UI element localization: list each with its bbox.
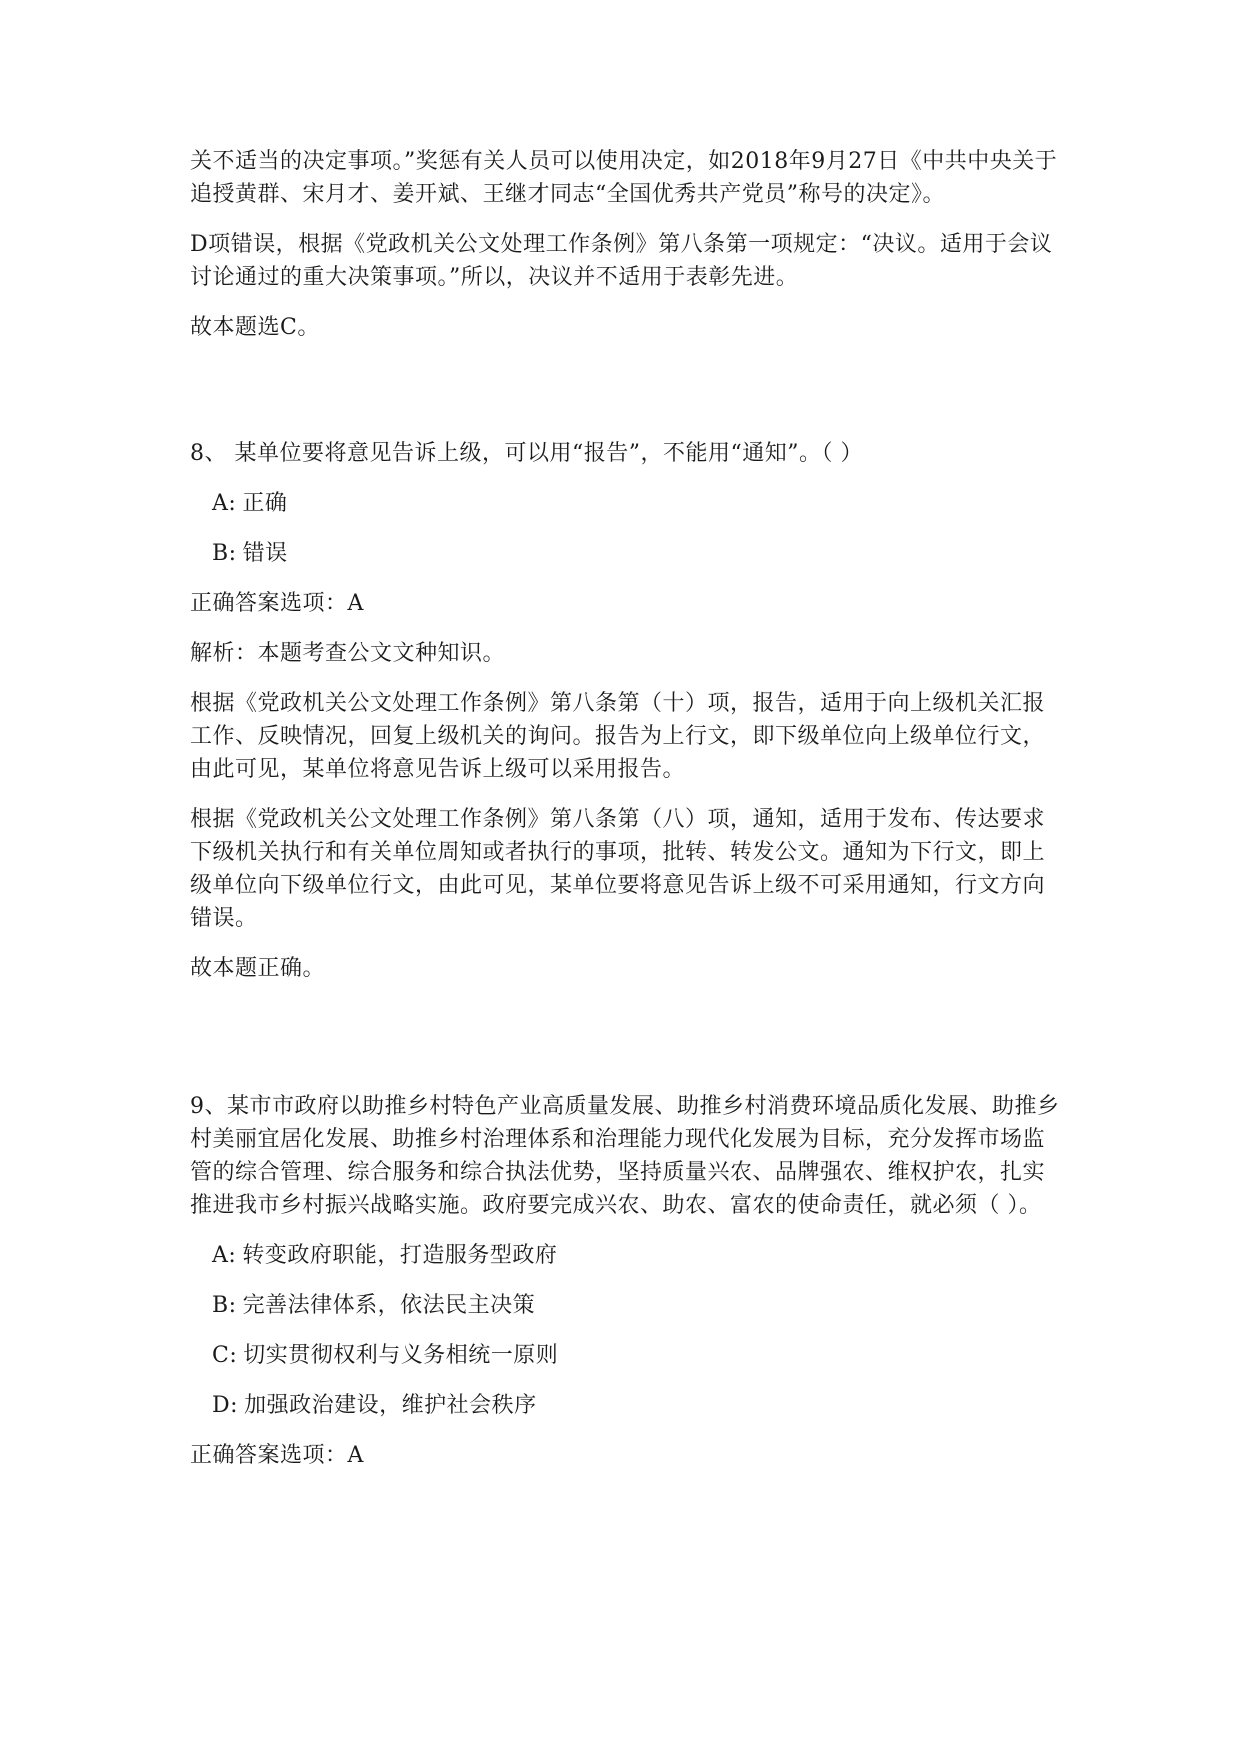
question-8-answer: 正确答案选项：A: [190, 591, 364, 616]
question-8-option-b: [212, 537, 1060, 570]
question-9-option-a: [212, 1239, 1060, 1272]
option-key: D:: [212, 1393, 239, 1418]
prev-explanation-paragraph: D项错误，根据《党政机关公文处理工作条例》第八条第一项规定：“决议。适用于会议讨论通过的重大决策事项。”所以，决议并不适用于表彰先进。: [190, 232, 1053, 290]
prev-explanation-paragraph: 关不适当的决定事项。”奖惩有关人员可以使用决定，如2018年9月27日《中共中央关于追授黄群、宋月才、姜开斌、王继才同志“全国优秀共产党员”称号的决定》。: [190, 149, 1058, 207]
question-9-option-b: [212, 1289, 1060, 1322]
document-page: [190, 145, 1060, 1489]
option-key: A:: [212, 1243, 237, 1268]
option-text: 加强政治建设，维护社会秩序: [244, 1393, 537, 1418]
option-key: B:: [212, 541, 237, 566]
question-9-answer: 正确答案选项：A: [190, 1443, 364, 1468]
question-9-option-d: [212, 1389, 1060, 1422]
option-text: 错误: [242, 541, 288, 566]
prev-conclusion: 故本题选C。: [190, 315, 320, 340]
question-9-option-c: [212, 1339, 1060, 1372]
option-text: 转变政府职能，打造服务型政府: [242, 1243, 558, 1268]
question-8-conclusion: 故本题正确。: [190, 956, 326, 981]
question-8-stem: 8、 某单位要将意见告诉上级，可以用“报告”，不能用“通知”。（ ）: [190, 441, 863, 466]
question-8-analysis-paragraph: 根据《党政机关公文处理工作条例》第八条第（十）项，报告，适用于向上级机关汇报工作、反映情况，回复上级机关的询问。报告为上行文，即下级单位向上级单位行文，由此可见，某单位将意见告诉上级可以采用报告。: [190, 691, 1046, 782]
question-9-stem: 9、某市市政府以助推乡村特色产业高质量发展、助推乡村消费环境品质化发展、助推乡村美丽宜居化发展、助推乡村治理体系和治理能力现代化发展为目标，充分发挥市场监管的综合管理、综合服务和综合执法优势，坚持质量兴农、品牌强农、维权护农，扎实推进我市乡村振兴战略实施。政府要完成兴农、助农、富农的使命责任，就必须（ ）。: [190, 1094, 1060, 1218]
spacer: [190, 361, 1060, 437]
option-key: B:: [212, 1293, 237, 1318]
option-text: 完善法律体系，依法民主决策: [242, 1293, 536, 1318]
spacer: [190, 1002, 1060, 1090]
question-8-analysis-paragraph: 根据《党政机关公文处理工作条例》第八条第（八）项，通知，适用于发布、传达要求下级机关执行和有关单位周知或者执行的事项，批转、转发公文。通知为下行文，即上级单位向下级单位行文，由此可见，某单位要将意见告诉上级不可采用通知，行文方向错误。: [190, 807, 1046, 931]
option-key: A:: [212, 491, 237, 516]
option-text: 切实贯彻权利与义务相统一原则: [243, 1343, 559, 1368]
option-text: 正确: [242, 491, 288, 516]
question-8-analysis-intro: 解析：本题考查公文文种知识。: [190, 641, 506, 666]
question-8-option-a: [212, 487, 1060, 520]
option-key: C:: [212, 1343, 238, 1368]
